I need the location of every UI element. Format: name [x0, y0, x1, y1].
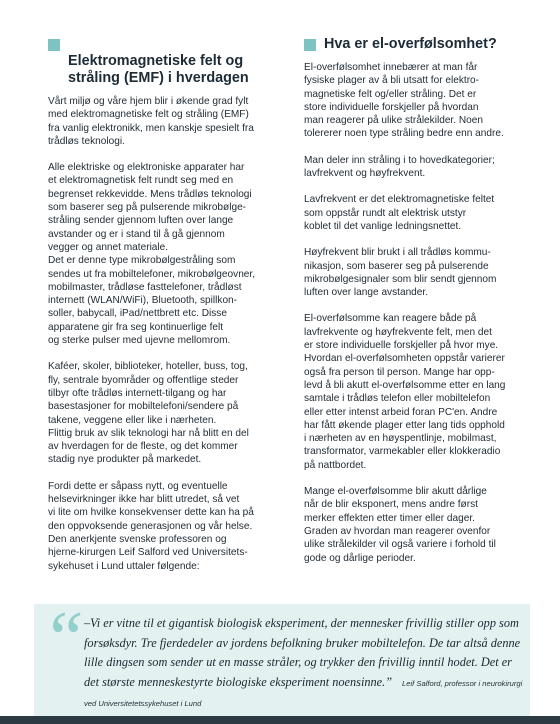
quote-author: Leif Salford, professor i neurokirurgi ved Universitetetssykehuset i Lund [84, 678, 523, 708]
paragraph: Kaféer, skoler, biblioteker, hoteller, buss, tog, fly, sentrale byområder og offentlige steder tilbyr ofte trådløs internett-tilgang og har basestasjoner for mobiltelefoni/sendere på takene, veggene eller like i nærheten. [48, 361, 248, 426]
quote-body: –Vi er vitne til et gigantisk biologisk eksperiment, der mennesker frivillig stiller opp som forsøksdyr. Tre fjerdedeler av jordens befolkning bruker mobiltelefon. De tar altså denne lille dingsen som sender ut en masse stråler, og trykker den frivillig inntil hodet. Det er det største menneskestyrte biologiske eksperiment noensinne.” [84, 616, 521, 689]
heading-text: Hva er el-overfølsomhet? [324, 36, 497, 52]
paragraph: El-overfølsomhet innebærer at man får fysiske plager av å bli utsatt for elektro- magnetiske felt og/eller stråling. Det er store individuelle forskjeller på hvordan man reagerer på ulike strålekilder. Noen tolererer noen type stråling bedre enn andre. [304, 62, 504, 140]
quote-box [34, 596, 530, 716]
paragraph: Flittig bruk av slik teknologi har nå blitt en del av hverdagen for de fleste, og det kommer stadig nye produkter på markedet. [48, 427, 249, 466]
heading-text: Elektromagnetiske felt og stråling (EMF) i hverdagen [68, 53, 249, 86]
paragraph: El-overfølsomme kan reagere både på lavfrekvente og høyfrekvente felt, men det er store individuelle forskjeller på hvor mye. Hvordan el-overfølsomheten oppstår varierer også fra person til person. Mange har opp- levd å bli akutt el-overfølsomme etter en lang samtale i trådløs telefon eller mobiltelefon eller etter intenst arbeid foran PC'en. Andre har fått økende plager etter lang tids opphold i nærheten av en høyspentlinje, mobilmast, transformator, varmekabler eller klokkeradio på nattbordet. [304, 313, 506, 471]
left-column [48, 36, 284, 586]
right-column [304, 36, 526, 578]
heading-square-icon [48, 39, 60, 51]
quote-mark-icon: “ [42, 596, 85, 680]
section-heading-el-overfolsomhet [304, 36, 526, 53]
bottom-divider [0, 716, 560, 724]
paragraph: Mange el-overfølsomme blir akutt dårlige når de blir eksponert, mens andre først merker effekten etter timer eller dager. Graden av hvordan man reagerer ovenfor ulike strålekilder vil også variere i forhold til gode og dårlige perioder. [304, 486, 496, 564]
paragraph: Den anerkjente svenske professoren og hjerne-kirurgen Leif Salford ved Universitets- sykehuset i Lund uttaler følgende: [48, 533, 248, 572]
paragraph: Høyfrekvent blir brukt i all trådløs kommu- nikasjon, som baserer seg på pulserende mikrobølgesignaler som blir sendt gjennom luften over lange avstander. [304, 247, 497, 299]
paragraph: Det er denne type mikrobølgestråling som sendes ut fra mobiltelefoner, mikrobølgeovner, mobilmaster, trådløse fasttelefoner, trådløst internett (WLAN/WiFi), Bluetooth, spillkon- soller, babycall, iPad/nettbrett etc. Disse apparatene gir fra seg kontinuerlige felt og sterke pulser med ujevne mellomrom. [48, 255, 256, 347]
paragraph: Lavfrekvent er det elektromagnetiske feltet som oppstår rundt alt elektrisk utstyr koblet til det vanlige ledningsnettet. [304, 194, 495, 232]
section-heading-emf [48, 36, 284, 87]
paragraph: Vårt miljø og våre hjem blir i økende grad fylt med elektromagnetiske felt og stråling (EMF) fra vanlig elektronikk, men kanskje spesielt fra trådløs teknologi. [48, 96, 254, 147]
quote-text [84, 614, 524, 714]
heading-square-icon [304, 39, 316, 51]
paragraph: Man deler inn stråling i to hovedkategorier; lavfrekvent og høyfrekvent. [304, 154, 495, 180]
paragraph: Alle elektriske og elektroniske apparater har et elektromagnetisk felt rundt seg med en begrenset rekkevidde. Mens trådløs teknologi som baserer seg på pulserende mikrobølge- stråling sender gjennom luften over lange avstander og er i stand til å gå gjennom vegger og annet materiale. [48, 162, 252, 253]
paragraph: Fordi dette er såpass nytt, og eventuelle helsevirkninger ikke har blitt utredet, så vet vi lite om hvilke konsekvenser dette kan ha på den oppvoksende generasjonen og vår helse. [48, 480, 254, 532]
